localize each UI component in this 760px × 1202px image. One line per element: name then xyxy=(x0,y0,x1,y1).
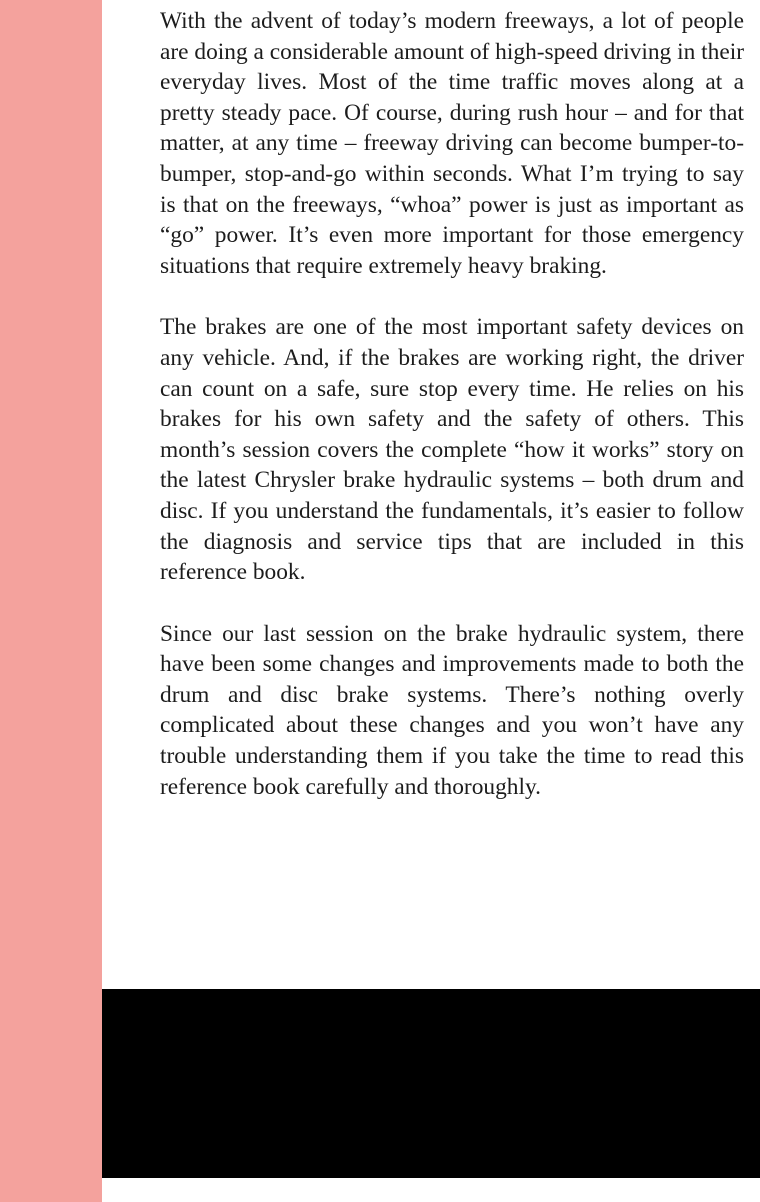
pink-side-band xyxy=(0,0,102,1202)
paragraph-brake-importance: The brakes are one of the most important safety devices on any vehicle. And, if the brakes are working right, the driver can count on a safe, sure stop every time. He relies on his brakes for his own safety and the safety of others. This month’s session covers the complete “how it works” story on the latest Chrysler brake hydraulic systems – both drum and disc. If you understand the fundamentals, it’s easier to follow the diagnosis and service tips that are included in this reference book. xyxy=(160,314,744,586)
black-block xyxy=(102,989,760,1178)
paragraph-freeway-driving: With the advent of today’s modern freeways, a lot of people are doing a considerable amount of high-speed driving in their everyday lives. Most of the time traffic moves along at a pretty steady pace. Of course, during rush hour – and for that matter, at any time – freeway driving can become bumper-to-bumper, stop-and-go within seconds. What I’m trying to say is that on the freeways, “whoa” power is just as important as “go” power. It’s even more important for those emergency situations that require extremely heavy braking. xyxy=(160,8,744,279)
body-text-column xyxy=(160,6,744,833)
paragraph-system-changes: Since our last session on the brake hydraulic system, there have been some changes and improvements made to both the drum and disc brake systems. There’s nothing overly complicated about these changes and you won’t have any trouble understanding them if you take the time to read this reference book carefully and thoroughly. xyxy=(160,620,744,800)
